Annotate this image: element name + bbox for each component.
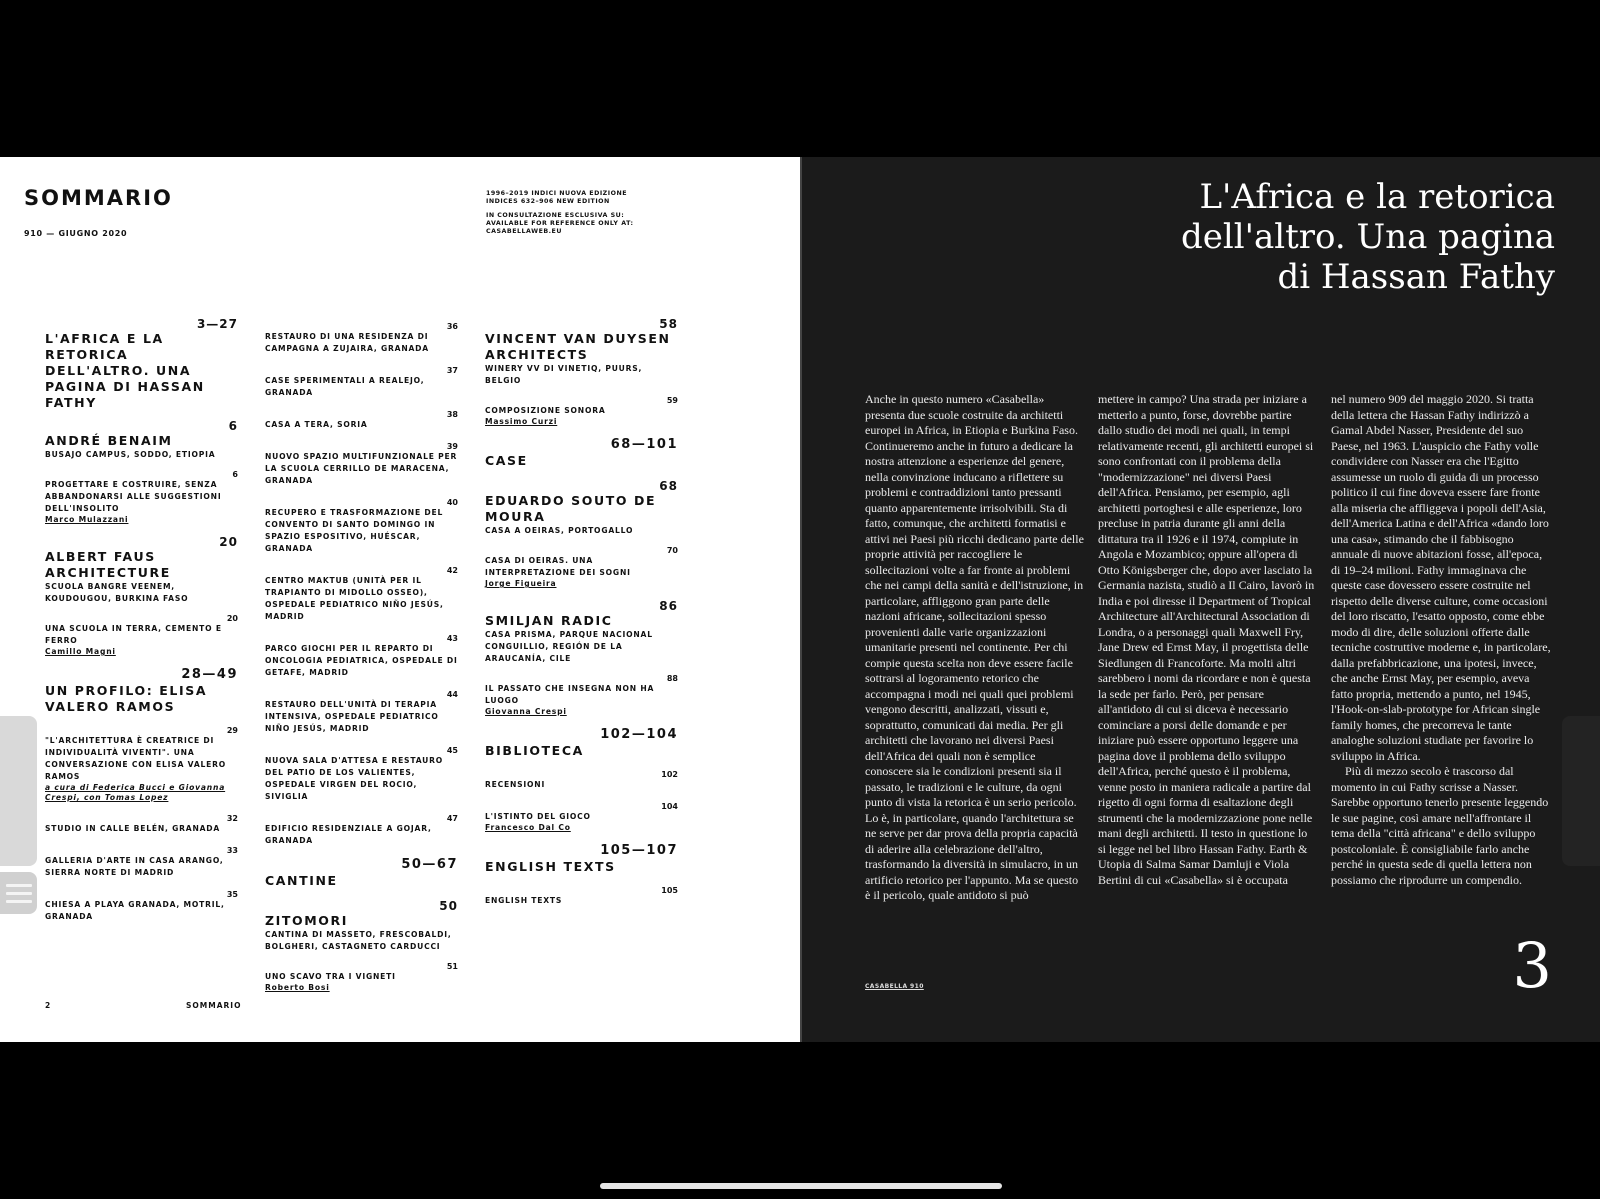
toc-page-number: 6: [232, 470, 238, 479]
toc-page-number: 6: [228, 419, 238, 433]
toc-entry-subtitle: SCUOLA BANGRE VEENEM, KOUDOUGOU, BURKINA FASO: [45, 582, 189, 603]
toc-page-number: 44: [446, 690, 458, 699]
toc-entry-title: CANTINE: [265, 873, 338, 888]
article-paragraph: mettere in campo? Una strada per iniziare a metterlo a punto, forse, dovrebbe partire dallo studio dei modi nei quali, in tempi relativamente recenti, gli architetti europei si sono confrontati con il problema della "modernizzazione" nei diversi Paesi dell'Africa. Pensiamo, per esempio, agli architetti portoghesi e alle esperienze, loro precluse in patria durante gli anni della dittatura tra il 1926 e il 1974, compiute in Angola e Mozambico; oppure all'opera di Otto Königsberger che, dopo aver lasciato la Germania nazista, studiò a Il Cairo, lavorò in India e poi diresse il Department of Tropical Architecture all'Architectural Association di Londra, o a personaggi quali Maxwell Fry, Jane Drew ed Ernst May, il progettista delle Siedlungen di Francoforte. Ma molti altri sarebbero i nomi da ricordare e non è questa la sede per farlo. Però, per pensare all'antidoto di cui si diceva è necessario cominciare a porsi delle domande e per iniziare può essere opportuno leggere una pagina dove il problema dello sviluppo dell'Africa, perché questo è il problema, venne posto in maniera radicale a partire dal rigetto di ogni forma di esaltazione degli strumenti che la modernizzazione pone nelle mani degli architetti. Il testo in questione lo si legge nel bel libro Hassan Fathy. Earth & Utopia di Salma Samar Damluji e Viola Bertini di cui «Casabella» si è occupata: [1098, 392, 1315, 887]
toc-entry-subtitle: L'ISTINTO DEL GIOCO: [485, 812, 591, 821]
toc-page-number: 36: [446, 322, 458, 331]
toc-entry[interactable]: [485, 318, 678, 387]
toc-page-number: 102—104: [600, 727, 678, 742]
article-title: [1135, 177, 1555, 297]
toc-entry[interactable]: [265, 410, 458, 431]
toc-page-number: 51: [446, 962, 458, 971]
toc-entry-subtitle: IL PASSATO CHE INSEGNA NON HA LUOGO: [485, 684, 655, 705]
article-column: [865, 392, 1085, 932]
indices-line: AVAILABLE FOR REFERENCE ONLY AT:: [486, 220, 634, 227]
page-gutter: [800, 157, 802, 1042]
toc-page-number: 32: [226, 814, 238, 823]
toc-entry-title: UN PROFILO: ELISA VALERO RAMOS: [45, 683, 208, 714]
toc-entry[interactable]: [265, 962, 458, 993]
toc-column-3: [485, 318, 678, 918]
toc-entry[interactable]: [45, 726, 238, 803]
title-line: L'Africa e la retorica: [1199, 177, 1555, 217]
toc-entry-subtitle: PROGETTARE E COSTRUIRE, SENZA ABBANDONARSI ALLE SUGGESTIONI DELL'INSOLITO: [45, 480, 222, 513]
toc-entry[interactable]: [485, 802, 678, 833]
toc-entry-subtitle: CHIESA A PLAYA GRANADA, MOTRIL, GRANADA: [45, 900, 225, 921]
toc-page-number: 43: [446, 634, 458, 643]
toc-page-number: 29: [226, 726, 238, 735]
article-paragraph: nel numero 909 del maggio 2020. Si tratta della lettera che Hassan Fathy indirizzò a Gamal Abdel Nasser, Presidente del suo Paese, nel 1963. L'auspicio che Fathy volle condividere con Nasser era che l'Egitto assumesse un ruolo di guida di un processo politico il cui fine doveva essere fare fronte alla miseria che affliggeva i popoli dell'Asia, dell'America Latina e dell'Africa «dando loro una casa», stimando che il fabbisogno annuale di nuove abitazioni fosse, all'epoca, di 19–24 milioni. Fathy immaginava che queste case dovessero essere costruite nel rispetto delle diverse culture, come occasioni del loro riscatto, l'esatto opposto, come ebbe modo di dire, delle soluzioni offerte dalle tecniche costruttive moderne e, in particolare, dalla prefabbricazione, una ipotesi, invece, che anche Ernst May, per esempio, aveva fatto propria, mettendo a punto, nel 1945, l'Hook-on-slab-prototype for African single family homes, che precorreva le tante analoghe soluzioni studiate per favorire lo sviluppo in Africa.: [1331, 392, 1551, 763]
toc-entry[interactable]: [45, 536, 238, 605]
toc-entry-subtitle: CENTRO MAKTUB (UNITÀ PER IL TRAPIANTO DI MIDOLLO OSSEO), OSPEDALE PEDIATRICO NIÑO JESÚS, MADRID: [265, 576, 444, 621]
toc-entry[interactable]: [265, 442, 458, 487]
toc-entry[interactable]: [265, 858, 458, 889]
toc-entry[interactable]: [485, 438, 678, 469]
indices-line: 1996–2019 INDICI NUOVA EDIZIONE: [486, 190, 628, 197]
toc-entry[interactable]: [485, 674, 678, 717]
toc-entry[interactable]: [485, 396, 678, 427]
toc-entry[interactable]: [45, 890, 238, 923]
toc-page-number: 40: [446, 498, 458, 507]
issue-label: 910 — GIUGNO 2020: [24, 229, 128, 238]
toc-entry[interactable]: [265, 322, 458, 355]
article-column: [1098, 392, 1318, 932]
right-side-tab[interactable]: [1562, 716, 1600, 866]
toc-entry-title: ENGLISH TEXTS: [485, 859, 616, 874]
right-footer-label: CASABELLA 910: [865, 983, 924, 990]
right-page: [801, 157, 1600, 1042]
toc-page-number: 42: [446, 566, 458, 575]
toc-entry-subtitle: RESTAURO DELL'UNITÀ DI TERAPIA INTENSIVA, OSPEDALE PEDIATRICO NIÑO JESÚS, MADRID: [265, 700, 439, 733]
toc-entry[interactable]: [45, 318, 238, 411]
toc-entry[interactable]: [485, 480, 678, 537]
toc-entry[interactable]: [265, 566, 458, 623]
toc-entry[interactable]: [45, 668, 238, 715]
menu-bar: [6, 884, 32, 887]
toc-entry-author: a cura di Federica Bucci e Giovanna Crespi, con Tomas Lopez: [45, 783, 226, 802]
toc-entry-subtitle: CASA A TERA, SORIA: [265, 420, 368, 429]
toc-entry[interactable]: [265, 498, 458, 555]
toc-page-number: 70: [666, 546, 678, 555]
toc-page-number: 68—101: [610, 437, 678, 452]
toc-entry-title: ZITOMORI: [265, 913, 349, 928]
toc-page-number: 59: [666, 396, 678, 405]
toc-page-number: 3—27: [196, 317, 238, 331]
toc-entry[interactable]: [265, 366, 458, 399]
right-page-number: 3: [1512, 929, 1552, 1002]
toc-page-number: 58: [659, 317, 678, 331]
toc-page-number: 50: [439, 899, 458, 913]
toc-entry[interactable]: [45, 846, 238, 879]
toc-entry[interactable]: [265, 690, 458, 735]
toc-entry-subtitle: EDIFICIO RESIDENZIALE A GOJAR, GRANADA: [265, 824, 432, 845]
left-side-tab[interactable]: [0, 716, 37, 866]
toc-entry-author: Francesco Dal Co: [485, 823, 571, 832]
toc-entry-subtitle: CANTINA DI MASSETO, FRESCOBALDI, BOLGHERI, CASTAGNETO CARDUCCI: [265, 930, 452, 951]
toc-entry-subtitle: WINERY VV DI VINETIQ, PUURS, BELGIO: [485, 364, 643, 385]
toc-entry[interactable]: [265, 746, 458, 803]
toc-entry-subtitle: CASA A OEIRAS, PORTOGALLO: [485, 526, 634, 535]
toc-entry-title: SMILJAN RADIC: [485, 613, 613, 628]
menu-bar: [6, 900, 32, 903]
toc-entry[interactable]: [265, 900, 458, 953]
toc-page-number: 105: [661, 886, 678, 895]
toc-page-number: 86: [659, 599, 678, 613]
toc-entry[interactable]: [485, 770, 678, 791]
toc-entry[interactable]: [485, 728, 678, 759]
toc-entry-title: CASE: [485, 453, 528, 468]
toc-page-number: 47: [446, 814, 458, 823]
indices-line: CASABELLAWEB.EU: [486, 228, 562, 235]
toc-page-number: 68: [659, 479, 678, 493]
toc-entry[interactable]: [485, 844, 678, 875]
toc-entry-author: Giovanna Crespi: [485, 707, 567, 716]
toc-entry-title: EDUARDO SOUTO DE MOURA: [485, 493, 657, 524]
masthead: SOMMARIO: [24, 186, 173, 210]
toc-entry-title: ALBERT FAUS ARCHITECTURE: [45, 549, 171, 580]
toc-page-number: 20: [219, 535, 238, 549]
toc-entry[interactable]: [45, 614, 238, 657]
article-paragraph: Più di mezzo secolo è trascorso dal momento in cui Fathy scrisse a Nasser. Sarebbe opportuno tenerlo presente leggendo le sue pagine, così amare nell'affrontare il tema della "città africana" e dello sviluppo postcoloniale. È consigliabile farlo anche perché in questa sede di quella lettera non possiamo che riprodurre un compendio.: [1331, 764, 1549, 887]
toc-entry-author: Massimo Curzi: [485, 417, 558, 426]
toc-page-number: 50—67: [401, 857, 458, 872]
toc-entry-subtitle: GALLERIA D'ARTE IN CASA ARANGO, SIERRA NORTE DI MADRID: [45, 856, 224, 877]
article-column: [1331, 392, 1551, 932]
toc-entry-subtitle: STUDIO IN CALLE BELÉN, GRANADA: [45, 824, 221, 833]
title-line: di Hassan Fathy: [1277, 257, 1555, 297]
toc-entry-title: L'AFRICA E LA RETORICA DELL'ALTRO. UNA PAGINA DI HASSAN FATHY: [45, 331, 205, 410]
toc-page-number: 28—49: [181, 667, 238, 682]
toc-page-number: 105—107: [600, 843, 678, 858]
toc-entry-subtitle: UNO SCAVO TRA I VIGNETI: [265, 972, 396, 981]
toc-page-number: 102: [661, 770, 678, 779]
toc-entry-author: Roberto Bosi: [265, 983, 330, 992]
toc-entry-author: Marco Mulazzani: [45, 515, 129, 524]
toc-page-number: 33: [226, 846, 238, 855]
toc-entry[interactable]: [485, 546, 678, 589]
toc-entry-subtitle: CASA DI OEIRAS. UNA INTERPRETAZIONE DEI SOGNI: [485, 556, 631, 577]
toc-page-number: 39: [446, 442, 458, 451]
toc-entry[interactable]: [265, 634, 458, 679]
toc-entry-subtitle: COMPOSIZIONE SONORA: [485, 406, 606, 415]
toc-column-1: [45, 318, 238, 934]
toc-entry[interactable]: [485, 886, 678, 907]
toc-entry-title: VINCENT VAN DUYSEN ARCHITECTS: [485, 331, 671, 362]
toc-entry-author: Camillo Magni: [45, 647, 116, 656]
indices-line: IN CONSULTAZIONE ESCLUSIVA SU:: [486, 212, 625, 219]
toc-entry-subtitle: "L'ARCHITETTURA È CREATRICE DI INDIVIDUALITÀ VIVENTI". UNA CONVERSAZIONE CON ELISA VALERO RAMOS: [45, 736, 227, 781]
menu-bar: [6, 892, 32, 895]
toc-entry-subtitle: RECENSIONI: [485, 780, 546, 789]
toc-entry-subtitle: BUSAJO CAMPUS, SODDO, ETIOPIA: [45, 450, 216, 459]
toc-page-number: 35: [226, 890, 238, 899]
toc-page-number: 45: [446, 746, 458, 755]
title-line: dell'altro. Una pagina: [1181, 217, 1555, 257]
toc-entry-subtitle: UNA SCUOLA IN TERRA, CEMENTO E FERRO: [45, 624, 222, 645]
toc-entry-title: BIBLIOTECA: [485, 743, 584, 758]
toc-page-number: 37: [446, 366, 458, 375]
toc-column-2: [265, 322, 458, 1004]
toc-entry-subtitle: NUOVO SPAZIO MULTIFUNZIONALE PER LA SCUOLA CERRILLO DE MARACENA, GRANADA: [265, 452, 458, 485]
toc-entry[interactable]: [45, 420, 238, 461]
toc-entry-subtitle: ENGLISH TEXTS: [485, 896, 563, 905]
left-footer-label: SOMMARIO: [186, 1001, 242, 1010]
toc-entry[interactable]: [485, 600, 678, 665]
toc-entry-title: ANDRÉ BENAIM: [45, 433, 173, 448]
toc-page-number: 104: [661, 802, 678, 811]
toc-entry-subtitle: CASE SPERIMENTALI A REALEJO, GRANADA: [265, 376, 425, 397]
article-paragraph: Anche in questo numero «Casabella» presenta due scuole costruite da architetti europei in Africa, in Etiopia e Burkina Faso. Continueremo anche in futuro a dedicare la nostra attenzione a esperienze del genere, nella convinzione inducano a riflettere su problemi e contraddizioni tanto pressanti quanto apparentemente irrisolvibili. Sta di fatto, comunque, che architetti formatisi e attivi nei Paesi più ricchi dedicano parte delle proprie attività per raccogliere le sollecitazioni volte a far fronte ai problemi che nei campi della sanità e dell'istruzione, in particolare, affliggono gran parte delle nazioni africane, sollecitazioni spesso provenienti dalle varie organizzazioni umanitarie presenti nel continente. Per chi compie questa scelta non deve essere facile sottrarsi al logoramento retorico che accompagna i modi nei quali quei problemi vengono descritti, analizzati, vissuti e, soprattutto, comunicati dai media. Per gli architetti che lavorano nei diversi Paesi dell'Africa dei quali non è semplice conoscere sia le condizioni presenti sia il passato, le tradizioni e le culture, da ogni punto di vista la retorica è un serio pericolo. Lo è, in particolare, quando l'architettura se ne serve per dar prova della propria capacità di aderire alla celebrazione dell'altro, trasformando la diversità in simulacro, in un artificio retorico per l'appunto. Ma se questo è il pericolo, quale antidoto si può: [865, 392, 1084, 902]
toc-entry-subtitle: PARCO GIOCHI PER IL REPARTO DI ONCOLOGIA PEDIATRICA, OSPEDALE DI GETAFE, MADRID: [265, 644, 458, 677]
toc-entry[interactable]: [265, 814, 458, 847]
toc-entry[interactable]: [45, 470, 238, 525]
toc-entry-subtitle: RECUPERO E TRASFORMAZIONE DEL CONVENTO DI SANTO DOMINGO IN SPAZIO ESPOSITIVO, HUÉSCAR, GRANADA: [265, 508, 444, 553]
home-indicator[interactable]: [600, 1183, 1002, 1189]
toc-entry[interactable]: [45, 814, 238, 835]
toc-entry-subtitle: NUOVA SALA D'ATTESA E RESTAURO DEL PATIO DE LOS VALIENTES, OSPEDALE VIRGEN DEL ROCIO, SIVIGLIA: [265, 756, 444, 801]
toc-entry-author: Jorge Figueira: [485, 579, 557, 588]
toc-page-number: 38: [446, 410, 458, 419]
toc-page-number: 88: [666, 674, 678, 683]
toc-entry-subtitle: CASA PRISMA, PARQUE NACIONAL CONGUILLIO, REGIÓN DE LA ARAUCANÍA, CILE: [485, 630, 653, 663]
article-body: [865, 392, 1555, 932]
toc-entry-subtitle: RESTAURO DI UNA RESIDENZA DI CAMPAGNA A ZUJAIRA, GRANADA: [265, 332, 429, 353]
toc-page-number: 20: [226, 614, 238, 623]
menu-icon[interactable]: [0, 872, 37, 914]
indices-note: [486, 190, 646, 236]
left-page: [0, 157, 801, 1042]
left-page-number: 2: [45, 1001, 51, 1010]
indices-line: INDICES 632–906 NEW EDITION: [486, 198, 610, 205]
